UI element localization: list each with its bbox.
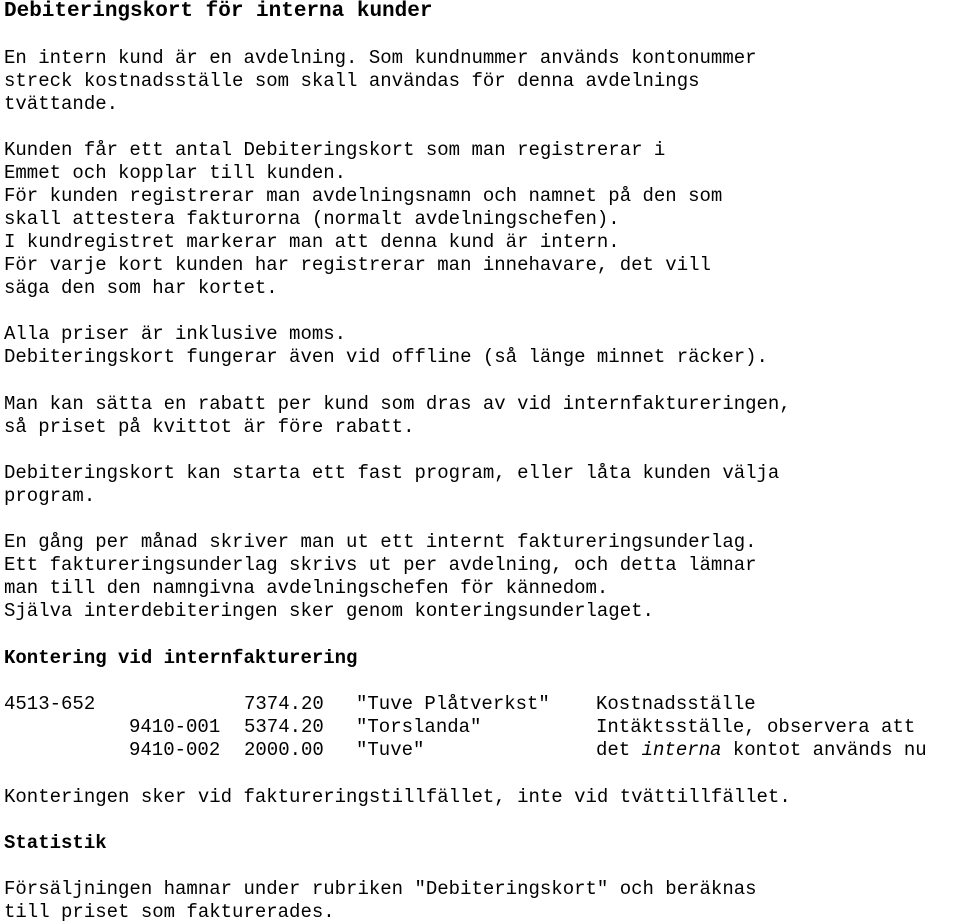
page-title: Debiteringskort för interna kunder: [4, 0, 433, 23]
kontering-note-pre: det: [596, 739, 642, 761]
statistik-heading: Statistik: [4, 832, 107, 854]
para2-line-3: För kunden registrerar man avdelningsnamn och namnet på den som: [4, 185, 723, 207]
kontering-note: Kostnadsställe: [596, 693, 756, 715]
para5-line-2: program.: [4, 485, 96, 507]
para4-line-2: så priset på kvittot är före rabatt.: [4, 416, 415, 438]
para6-line-1: En gång per månad skriver man ut ett internt faktureringsunderlag.: [4, 531, 757, 553]
kontering-name: "Tuve": [356, 739, 425, 761]
para6-line-4: Själva interdebiteringen sker genom konteringsunderlaget.: [4, 600, 654, 622]
para2-line-5: I kundregistret markerar man att denna kund är intern.: [4, 231, 620, 253]
kontering-amount: 7374.20: [244, 693, 324, 715]
intro-line-1: En intern kund är en avdelning. Som kundnummer används kontonummer: [4, 47, 757, 69]
kontering-note-post: kontot används nu: [721, 739, 927, 761]
kontering-amount: 2000.00: [244, 739, 324, 761]
kontering-note: [596, 739, 927, 762]
kontering-note-italic: interna: [641, 739, 722, 761]
kontering-heading: Kontering vid internfakturering: [4, 647, 358, 669]
intro-line-3: tvättande.: [4, 93, 119, 115]
para4-line-1: Man kan sätta en rabatt per kund som dras av vid internfaktureringen,: [4, 393, 791, 415]
para2-line-4: skall attestera fakturorna (normalt avdelningschefen).: [4, 208, 620, 230]
kontering-account: 9410-002: [129, 739, 221, 761]
para6-line-3: man till den namngivna avdelningschefen för kännedom.: [4, 577, 609, 599]
intro-line-2: streck kostnadsställe som skall användas för denna avdelnings: [4, 70, 700, 92]
kontering-name: "Tuve Plåtverkst": [356, 693, 550, 715]
kontering-note: Intäktsställe, observera att: [596, 716, 916, 738]
para6-line-2: Ett faktureringsunderlag skrivs ut per avdelning, och detta lämnar: [4, 554, 757, 576]
kontering-footer: Konteringen sker vid faktureringstillfället, inte vid tvättillfället.: [4, 786, 791, 808]
para2-line-6: För varje kort kunden har registrerar man innehavare, det vill: [4, 254, 711, 276]
kontering-amount: 5374.20: [244, 716, 324, 738]
kontering-account: 4513-652: [4, 693, 96, 715]
para3-line-2: Debiteringskort fungerar även vid offline (så länge minnet räcker).: [4, 346, 768, 368]
para2-line-7: säga den som har kortet.: [4, 277, 278, 299]
kontering-account: 9410-001: [129, 716, 221, 738]
para5-line-1: Debiteringskort kan starta ett fast program, eller låta kunden välja: [4, 462, 780, 484]
para2-line-1: Kunden får ett antal Debiteringskort som man registrerar i: [4, 139, 666, 161]
para2-line-2: Emmet och kopplar till kunden.: [4, 162, 347, 184]
statistik-line-1: Försäljningen hamnar under rubriken "Debiteringskort" och beräknas: [4, 878, 757, 900]
para3-line-1: Alla priser är inklusive moms.: [4, 323, 347, 345]
kontering-name: "Torslanda": [356, 716, 482, 738]
statistik-line-2: till priset som fakturerades.: [4, 901, 335, 923]
